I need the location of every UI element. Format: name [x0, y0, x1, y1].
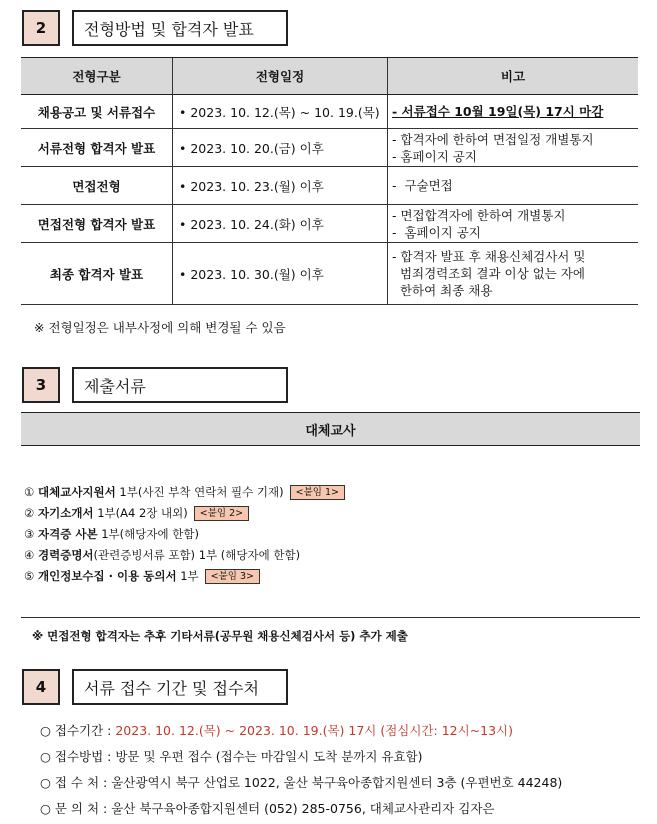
schedule-date [173, 95, 388, 129]
schedule-date [173, 129, 388, 167]
section-number: 2 [22, 10, 60, 46]
section-number: 3 [22, 367, 60, 403]
document-desc: 1부 [176, 569, 199, 583]
info-row [40, 796, 562, 822]
schedule-table [21, 57, 638, 305]
schedule-date [173, 167, 388, 205]
item-number: ① [24, 485, 35, 499]
note-line: - 서류접수 10월 19일(목) 17시 마감 [392, 104, 604, 119]
note-line: - 홈페이지 공지 [392, 224, 481, 240]
schedule-notes [388, 205, 639, 243]
attachment-tag: <붙임 1> [290, 485, 345, 500]
schedule-notes [388, 129, 639, 167]
list-item [24, 482, 345, 503]
date-text: 2023. 10. 30.(월) 이후 [190, 266, 324, 282]
info-value: 울산광역시 북구 산업로 1022, 울산 북구육아종합지원센터 3층 (우편번호 44248) [111, 775, 563, 790]
item-number: ② [24, 506, 35, 520]
schedule-date [173, 243, 388, 305]
column-header: 전형구분 [21, 58, 173, 95]
schedule-type: 면접전형 합격자 발표 [21, 205, 173, 243]
item-number: ③ [24, 527, 35, 541]
documents-list [24, 482, 345, 587]
item-number: ④ [24, 548, 35, 562]
section-number: 4 [22, 669, 60, 705]
schedule-type: 서류전형 합격자 발표 [21, 129, 173, 167]
bullet-icon: • [179, 140, 191, 156]
attachment-tag: <붙임 2> [194, 506, 249, 521]
table-row [21, 95, 638, 129]
info-value: 방문 및 우편 접수 (접수는 마감일시 도착 분까지 유효함) [115, 749, 423, 764]
bullet-icon: • [179, 266, 191, 282]
section-title: 서류 접수 기간 및 접수처 [72, 669, 288, 705]
date-text: 2023. 10. 23.(월) 이후 [190, 178, 324, 194]
bullet-icon: • [179, 178, 191, 194]
table-row [21, 167, 638, 205]
table-row [21, 129, 638, 167]
date-text: 2023. 10. 20.(금) 이후 [190, 140, 324, 156]
info-row [40, 718, 562, 744]
info-row [40, 744, 562, 770]
schedule-notes [388, 167, 639, 205]
schedule-notes [388, 95, 639, 129]
interview-note: ※ 면접전형 합격자는 추후 기타서류(공무원 채용신체검사서 등) 추가 제출 [32, 629, 408, 643]
date-text: 2023. 10. 12.(목) ~ 10. 19.(목) [190, 104, 380, 120]
attachment-tag: <붙임 3> [205, 569, 260, 584]
document-desc: 1부(해당자에 한함) [97, 527, 199, 541]
documents-header: 대체교사 [21, 412, 640, 446]
document-desc: (관련증빙서류 포함) 1부 (해당자에 한함) [93, 548, 301, 562]
list-item [24, 524, 345, 545]
column-header: 전형일정 [173, 58, 388, 95]
document-name: 경력증명서 [38, 548, 94, 562]
info-label: ○ 접 수 처 : [40, 775, 112, 790]
document-name: 개인정보수집 · 이용 동의서 [38, 569, 177, 583]
document-desc: 1부(A4 2장 내외) [93, 506, 188, 520]
info-label: ○ 문 의 처 : [40, 801, 112, 816]
section-4-header [22, 669, 288, 705]
note-line: - 면접합격자에 한하여 개별통지 [392, 207, 566, 223]
submission-info [40, 718, 562, 822]
note-line: - 합격자 발표 후 채용신체검사서 및 [392, 249, 586, 264]
document-desc: 1부(사진 부착 연락처 필수 기재) [115, 485, 284, 499]
item-number: ⑤ [24, 569, 35, 583]
info-value: 울산 북구육아종합지원센터 (052) 285-0756, 대체교사관리자 김자은 [111, 801, 495, 816]
section-2-header [22, 10, 288, 46]
section-title: 전형방법 및 합격자 발표 [72, 10, 288, 46]
info-label: ○ 접수방법 : [40, 749, 116, 764]
list-item [24, 566, 345, 587]
info-value: 2023. 10. 12.(목) ~ 2023. 10. 19.(목) 17시 (점심시간: 12시~13시) [115, 723, 514, 738]
section-3-header [22, 367, 288, 403]
divider [21, 617, 640, 618]
document-name: 자격증 사본 [38, 527, 98, 541]
document-name: 대체교사지원서 [38, 485, 116, 499]
note-line: - 홈페이지 공지 [392, 148, 477, 164]
section-title: 제출서류 [72, 367, 288, 403]
schedule-note: ※ 전형일정은 내부사정에 의해 변경될 수 있음 [34, 320, 286, 335]
note-line: 범죄경력조회 결과 이상 없는 자에 [392, 266, 585, 281]
list-item [24, 545, 345, 566]
date-text: 2023. 10. 24.(화) 이후 [190, 216, 324, 232]
column-header: 비고 [388, 58, 639, 95]
table-row [21, 205, 638, 243]
schedule-type: 채용공고 및 서류접수 [21, 95, 173, 129]
table-row [21, 243, 638, 305]
note-line: - 구술면접 [392, 178, 453, 193]
schedule-notes [388, 243, 639, 305]
list-item [24, 503, 345, 524]
table-header-row [21, 58, 638, 95]
bullet-icon: • [179, 216, 191, 232]
schedule-type: 최종 합격자 발표 [21, 243, 173, 305]
bullet-icon: • [179, 104, 191, 120]
info-row [40, 770, 562, 796]
schedule-date [173, 205, 388, 243]
note-line: - 합격자에 한하여 면접일정 개별통지 [392, 131, 594, 147]
info-label: ○ 접수기간 : [40, 723, 116, 738]
schedule-type: 면접전형 [21, 167, 173, 205]
note-line: 한하여 최종 채용 [392, 283, 493, 298]
document-name: 자기소개서 [38, 506, 94, 520]
